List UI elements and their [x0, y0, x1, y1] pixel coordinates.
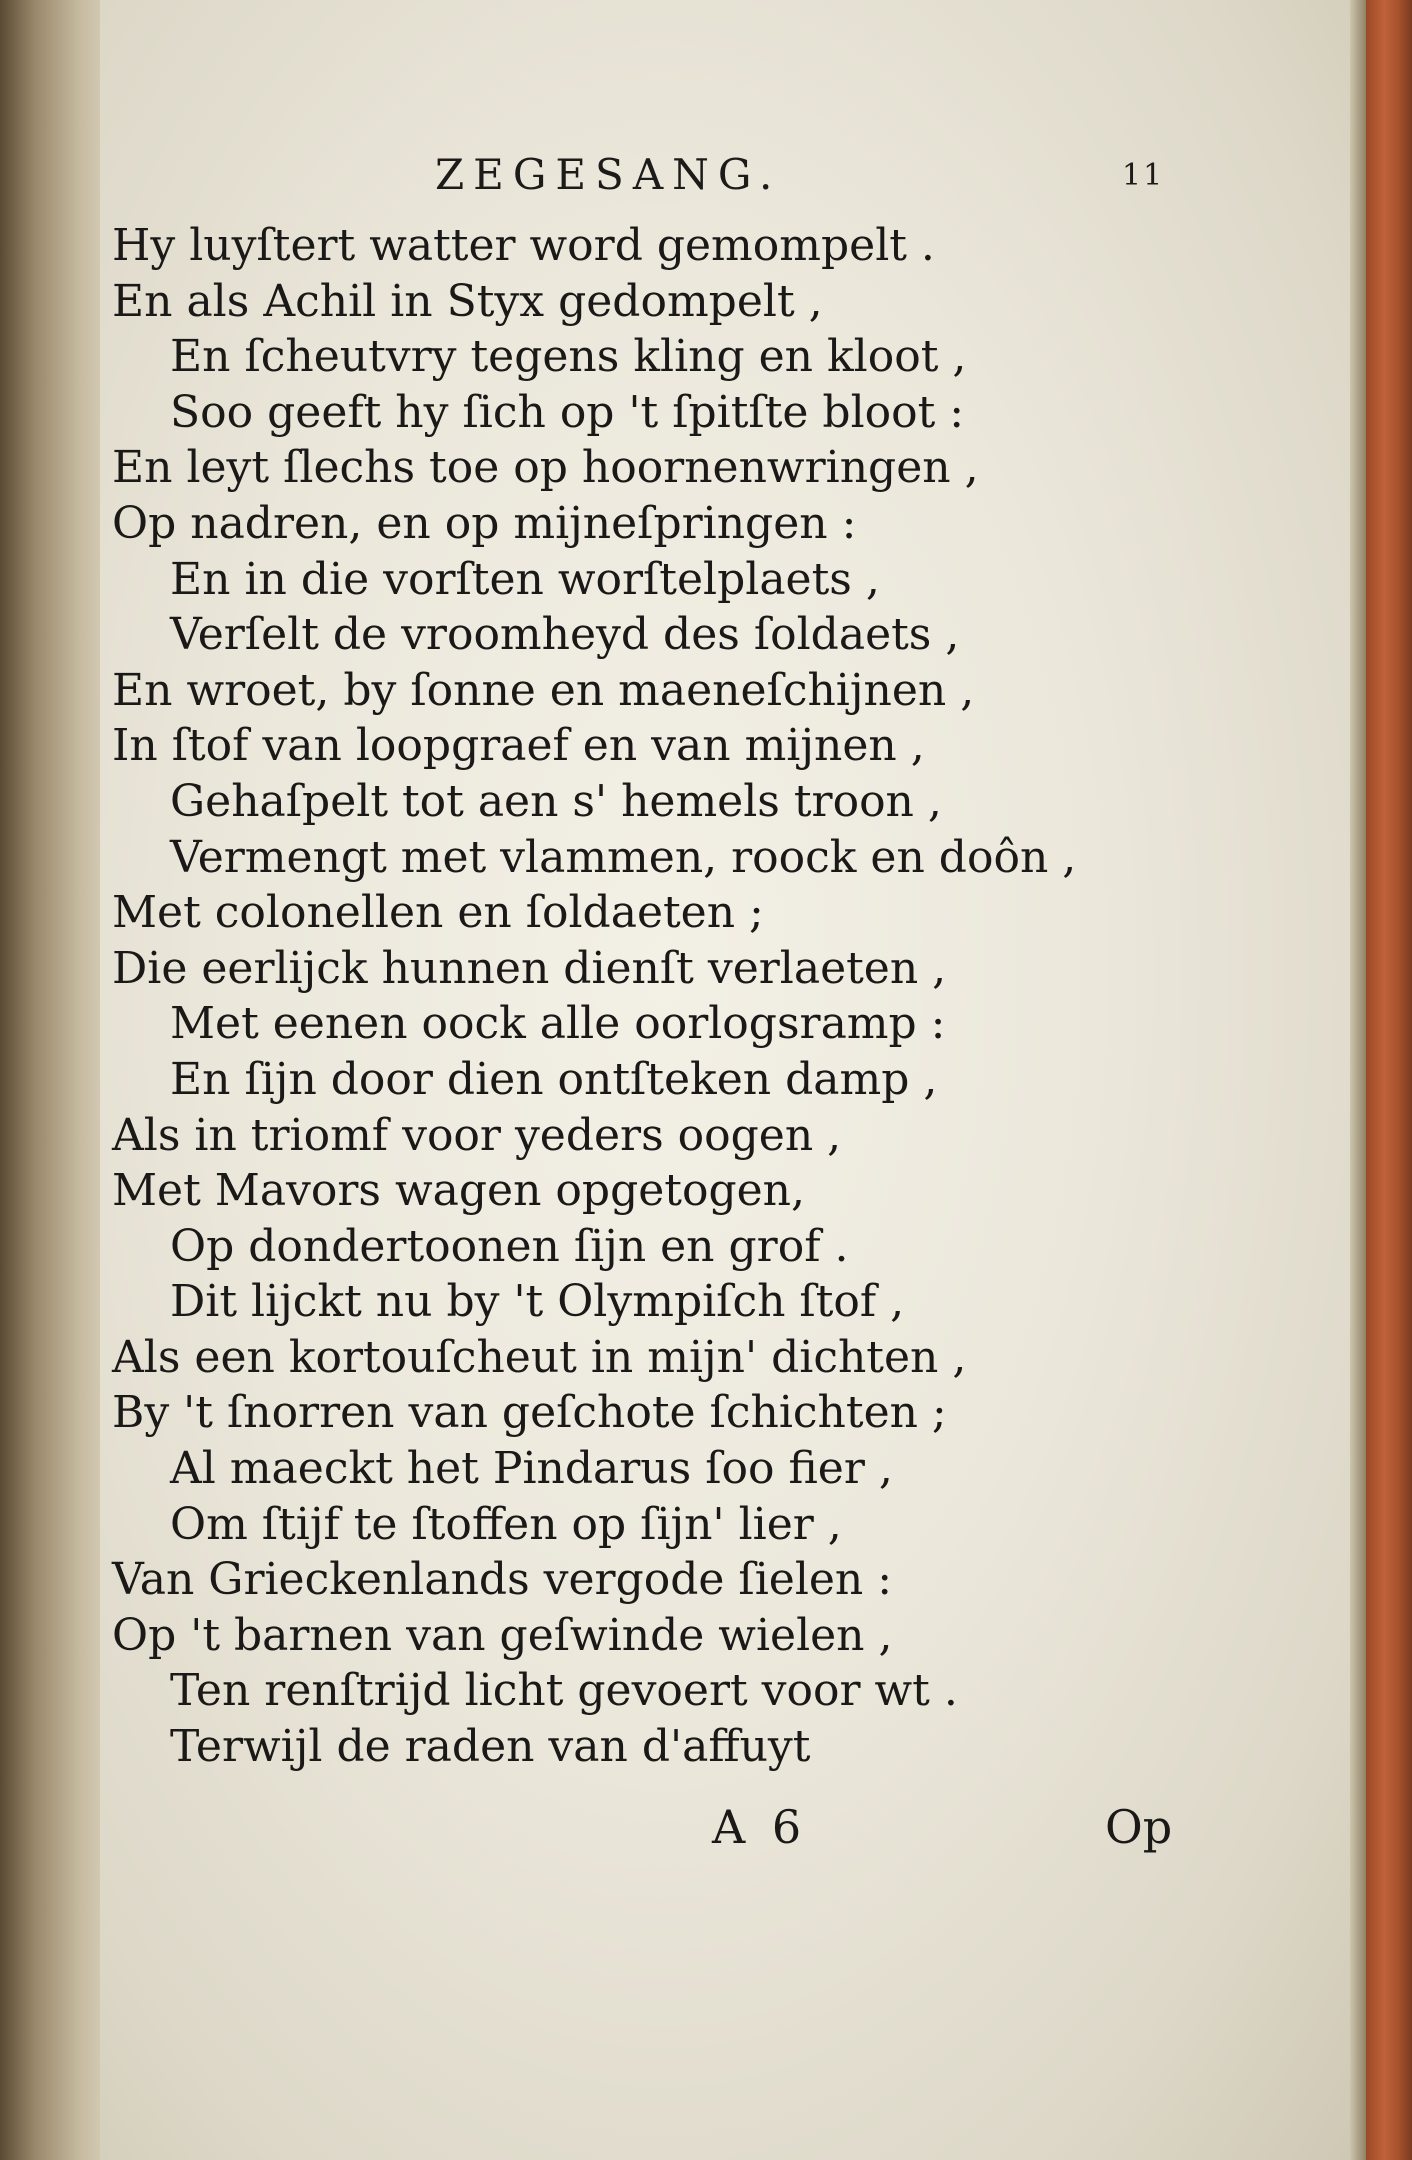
poem-line: Op dondertoonen ſijn en grof .: [170, 1220, 849, 1272]
poem-line: Dit lijckt nu by 't Olympiſch ſtof ,: [170, 1276, 905, 1328]
poem-line: Op nadren, en op mijneſpringen :: [112, 497, 857, 549]
poem-line: Soo geeft hy ſich op 't ſpitſte bloot :: [170, 386, 965, 438]
page-number: 11: [1122, 158, 1165, 193]
page-footer: [0, 1800, 1412, 1860]
poem-line: En als Achil in Styx gedompelt ,: [112, 275, 823, 327]
poem-line: Om ſtijf te ſtoffen op ſijn' lier ,: [170, 1498, 842, 1550]
poem-line: Als een kortouſcheut in mijn' dichten ,: [112, 1331, 967, 1383]
poem-line: Van Grieckenlands vergode ſielen :: [112, 1554, 893, 1606]
poem-line: En leyt ſlechs toe op hoornenwringen ,: [112, 442, 979, 494]
poem-line: Op 't barnen van geſwinde wielen ,: [112, 1609, 893, 1661]
poem-line: Vermengt met vlammen, roock en doôn ,: [170, 831, 1077, 883]
poem-line: En ſijn door dien ontſteken damp ,: [170, 1053, 938, 1105]
poem-line: Met colonellen en ſoldaeten ;: [112, 887, 764, 939]
poem-line: Ten renſtrijd licht gevoert voor wt .: [170, 1665, 958, 1717]
running-title: ZEGESANG.: [435, 150, 782, 199]
poem-line: Verſelt de vroomheyd des ſoldaets ,: [170, 609, 960, 661]
poem-text: [112, 218, 1077, 1775]
poem-line: Die eerlijck hunnen dienſt verlaeten ,: [112, 942, 947, 994]
poem-line: Terwijl de raden van d'affuyt: [170, 1721, 811, 1773]
poem-line: Al maeckt het Pindarus ſoo fier ,: [170, 1443, 893, 1495]
poem-line: Hy luyſtert watter word gemompelt .: [112, 220, 935, 271]
poem-line: En in die vorſten worſtelplaets ,: [170, 553, 880, 605]
poem-line: By 't ſnorren van geſchote ſchichten ;: [112, 1387, 947, 1439]
poem-line: Gehaſpelt tot aen s' hemels troon ,: [170, 775, 942, 827]
page-header: [0, 150, 1412, 210]
poem-line: Met eenen oock alle oorlogsramp :: [170, 998, 946, 1050]
signature-mark: A 6: [712, 1800, 808, 1854]
poem-line: Met Mavors wagen opgetogen,: [112, 1165, 805, 1217]
poem-line: En wroet, by ſonne en maeneſchijnen ,: [112, 664, 975, 716]
poem-line: In ſtof van loopgraef en van mijnen ,: [112, 720, 925, 772]
poem-line: Als in triomf voor yeders oogen ,: [112, 1109, 842, 1161]
catchword: Op: [1105, 1800, 1173, 1854]
poem-line: En ſcheutvry tegens kling en kloot ,: [170, 331, 967, 383]
